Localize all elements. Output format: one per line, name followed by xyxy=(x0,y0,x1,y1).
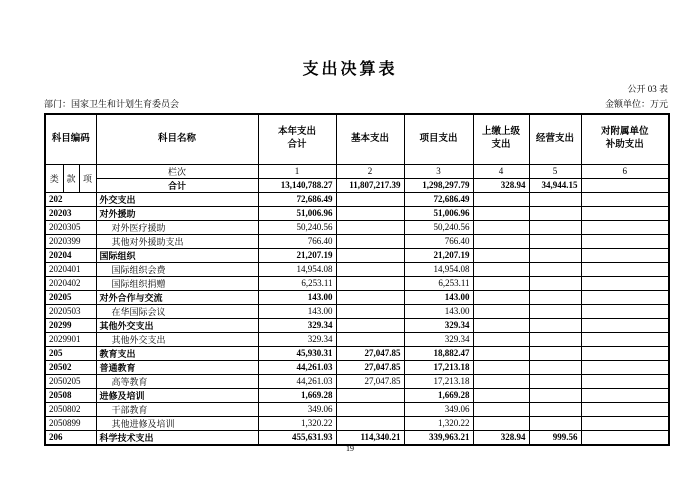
cell-upper xyxy=(473,416,529,430)
subject-code: 2020503 xyxy=(45,304,96,318)
total-value: 34,944.15 xyxy=(529,178,581,192)
cell-operating xyxy=(529,234,581,248)
cell-basic xyxy=(336,318,404,332)
table-row xyxy=(45,290,669,304)
cell-upper xyxy=(473,206,529,220)
subject-code: 2020399 xyxy=(45,234,96,248)
table-row xyxy=(45,262,669,276)
cell-operating xyxy=(529,388,581,402)
table-row xyxy=(45,402,669,416)
cell-basic xyxy=(336,220,404,234)
cell-project: 50,240.56 xyxy=(404,220,473,234)
cell-operating xyxy=(529,206,581,220)
cell-operating xyxy=(529,346,581,360)
cell-subsidy xyxy=(581,206,669,220)
col-header-year-total: 本年支出合计 xyxy=(258,114,336,164)
subject-code: 2020305 xyxy=(45,220,96,234)
cell-basic: 27,047.85 xyxy=(336,374,404,388)
table-row xyxy=(45,430,669,445)
cell-project: 6,253.11 xyxy=(404,276,473,290)
subject-code: 20205 xyxy=(45,290,96,304)
table-row xyxy=(45,346,669,360)
table-row xyxy=(45,360,669,374)
cell-upper xyxy=(473,262,529,276)
cell-operating xyxy=(529,248,581,262)
cell-project: 51,006.96 xyxy=(404,206,473,220)
cell-operating xyxy=(529,374,581,388)
subject-code: 2020402 xyxy=(45,276,96,290)
col-header-name: 科目名称 xyxy=(96,114,258,164)
cell-basic xyxy=(336,416,404,430)
subject-name: 进修及培训 xyxy=(96,388,258,402)
cell-subsidy xyxy=(581,262,669,276)
cell-year-total: 766.40 xyxy=(258,234,336,248)
cell-year-total: 50,240.56 xyxy=(258,220,336,234)
col-number: 1 xyxy=(258,164,336,178)
cell-project: 14,954.08 xyxy=(404,262,473,276)
cell-year-total: 44,261.03 xyxy=(258,374,336,388)
cell-basic xyxy=(336,192,404,206)
subject-name: 其他外交支出 xyxy=(96,332,258,346)
cell-year-total: 329.34 xyxy=(258,318,336,332)
subject-code: 20203 xyxy=(45,206,96,220)
table-row xyxy=(45,318,669,332)
cell-project: 1,320.22 xyxy=(404,416,473,430)
cell-basic xyxy=(336,304,404,318)
cell-basic xyxy=(336,388,404,402)
cell-upper xyxy=(473,388,529,402)
public-table-number: 公开 03 表 xyxy=(627,84,668,94)
cell-year-total: 72,686.49 xyxy=(258,192,336,206)
expenditure-table xyxy=(44,113,670,446)
col-number: 6 xyxy=(581,164,669,178)
col-number: 3 xyxy=(404,164,473,178)
col-number: 5 xyxy=(529,164,581,178)
subject-name: 其他对外援助支出 xyxy=(96,234,258,248)
cell-upper xyxy=(473,374,529,388)
header-row xyxy=(45,114,669,164)
cell-project: 329.34 xyxy=(404,318,473,332)
subject-name: 对外合作与交流 xyxy=(96,290,258,304)
total-label: 合计 xyxy=(96,178,258,192)
unit-label: 金额单位：万元 xyxy=(604,99,668,109)
subject-code: 2050205 xyxy=(45,374,96,388)
table-row xyxy=(45,220,669,234)
cell-upper xyxy=(473,346,529,360)
cell-project: 143.00 xyxy=(404,290,473,304)
cell-basic xyxy=(336,262,404,276)
col-index-label: 栏次 xyxy=(96,164,258,178)
cell-subsidy xyxy=(581,290,669,304)
cell-year-total: 21,207.19 xyxy=(258,248,336,262)
cell-year-total: 44,261.03 xyxy=(258,360,336,374)
cell-upper xyxy=(473,360,529,374)
table-row xyxy=(45,248,669,262)
table-row xyxy=(45,332,669,346)
cell-year-total: 45,930.31 xyxy=(258,346,336,360)
cell-operating xyxy=(529,360,581,374)
col-header-operating: 经营支出 xyxy=(529,114,581,164)
grand-total-row xyxy=(45,178,669,192)
cell-basic xyxy=(336,206,404,220)
cell-project: 143.00 xyxy=(404,304,473,318)
subject-code: 20502 xyxy=(45,360,96,374)
cell-basic: 114,340.21 xyxy=(336,430,404,445)
cell-subsidy xyxy=(581,276,669,290)
col-header-upper-level: 上缴上级支出 xyxy=(473,114,529,164)
cell-upper xyxy=(473,234,529,248)
cell-operating xyxy=(529,220,581,234)
cell-year-total: 329.34 xyxy=(258,332,336,346)
cell-year-total: 14,954.08 xyxy=(258,262,336,276)
cell-subsidy xyxy=(581,332,669,346)
cell-upper xyxy=(473,220,529,234)
cell-upper xyxy=(473,402,529,416)
total-value xyxy=(581,178,669,192)
cell-operating xyxy=(529,402,581,416)
column-index-row xyxy=(45,164,669,178)
cell-operating xyxy=(529,290,581,304)
cell-subsidy xyxy=(581,416,669,430)
cell-upper xyxy=(473,248,529,262)
cell-subsidy xyxy=(581,234,669,248)
cell-project: 1,669.28 xyxy=(404,388,473,402)
col-number: 4 xyxy=(473,164,529,178)
col-header-project: 项目支出 xyxy=(404,114,473,164)
total-value: 1,298,297.79 xyxy=(404,178,473,192)
cell-year-total: 143.00 xyxy=(258,304,336,318)
cell-upper xyxy=(473,290,529,304)
cell-subsidy xyxy=(581,346,669,360)
subject-code: 2050899 xyxy=(45,416,96,430)
subject-name: 对外医疗援助 xyxy=(96,220,258,234)
cell-subsidy xyxy=(581,388,669,402)
subject-code: 202 xyxy=(45,192,96,206)
col-header-affiliate-subsidy: 对附属单位补助支出 xyxy=(581,114,669,164)
cell-operating xyxy=(529,304,581,318)
col-number: 2 xyxy=(336,164,404,178)
subject-name: 高等教育 xyxy=(96,374,258,388)
table-row xyxy=(45,304,669,318)
subcol-class: 类 xyxy=(45,164,63,192)
table-row xyxy=(45,388,669,402)
subject-name: 教育支出 xyxy=(96,346,258,360)
subject-name: 对外援助 xyxy=(96,206,258,220)
cell-operating xyxy=(529,262,581,276)
cell-project: 339,963.21 xyxy=(404,430,473,445)
cell-project: 329.34 xyxy=(404,332,473,346)
cell-basic: 27,047.85 xyxy=(336,346,404,360)
table-row xyxy=(45,206,669,220)
page-number: 19 xyxy=(346,444,354,453)
table-row xyxy=(45,234,669,248)
page-title: 支出决算表 xyxy=(302,61,398,78)
cell-operating xyxy=(529,318,581,332)
meta-row xyxy=(44,97,668,110)
cell-subsidy xyxy=(581,374,669,388)
cell-operating xyxy=(529,416,581,430)
subject-code: 2020401 xyxy=(45,262,96,276)
subject-code: 205 xyxy=(45,346,96,360)
subject-name: 其他外交支出 xyxy=(96,318,258,332)
subject-name: 科学技术支出 xyxy=(96,430,258,445)
cell-upper: 328.94 xyxy=(473,430,529,445)
cell-subsidy xyxy=(581,430,669,445)
subject-name: 国际组织会费 xyxy=(96,262,258,276)
cell-year-total: 143.00 xyxy=(258,290,336,304)
subject-code: 206 xyxy=(45,430,96,445)
cell-project: 17,213.18 xyxy=(404,374,473,388)
cell-year-total: 51,006.96 xyxy=(258,206,336,220)
cell-project: 349.06 xyxy=(404,402,473,416)
cell-upper xyxy=(473,192,529,206)
table-row xyxy=(45,192,669,206)
cell-year-total: 1,669.28 xyxy=(258,388,336,402)
cell-operating xyxy=(529,276,581,290)
cell-basic xyxy=(336,332,404,346)
cell-operating xyxy=(529,332,581,346)
cell-subsidy xyxy=(581,248,669,262)
total-value: 11,807,217.39 xyxy=(336,178,404,192)
subject-name: 国际组织捐赠 xyxy=(96,276,258,290)
table-row xyxy=(45,374,669,388)
subject-name: 普通教育 xyxy=(96,360,258,374)
cell-upper xyxy=(473,276,529,290)
cell-basic xyxy=(336,234,404,248)
table-row xyxy=(45,416,669,430)
subject-code: 20204 xyxy=(45,248,96,262)
subject-code: 2029901 xyxy=(45,332,96,346)
cell-basic xyxy=(336,290,404,304)
total-value: 13,140,788.27 xyxy=(258,178,336,192)
cell-project: 18,882.47 xyxy=(404,346,473,360)
cell-upper xyxy=(473,318,529,332)
subject-name: 外交支出 xyxy=(96,192,258,206)
cell-project: 72,686.49 xyxy=(404,192,473,206)
subject-name: 在华国际会议 xyxy=(96,304,258,318)
cell-year-total: 6,253.11 xyxy=(258,276,336,290)
subject-name: 其他进修及培训 xyxy=(96,416,258,430)
cell-basic xyxy=(336,276,404,290)
cell-subsidy xyxy=(581,360,669,374)
total-value: 328.94 xyxy=(473,178,529,192)
subcol-item: 款 xyxy=(63,164,79,192)
cell-operating xyxy=(529,192,581,206)
cell-upper xyxy=(473,304,529,318)
subject-name: 国际组织 xyxy=(96,248,258,262)
cell-project: 766.40 xyxy=(404,234,473,248)
cell-subsidy xyxy=(581,192,669,206)
subcol-sub: 项 xyxy=(79,164,96,192)
cell-subsidy xyxy=(581,304,669,318)
cell-basic xyxy=(336,248,404,262)
cell-subsidy xyxy=(581,318,669,332)
subject-code: 20299 xyxy=(45,318,96,332)
cell-operating: 999.56 xyxy=(529,430,581,445)
cell-project: 21,207.19 xyxy=(404,248,473,262)
cell-year-total: 455,631.93 xyxy=(258,430,336,445)
table-row xyxy=(45,276,669,290)
cell-basic: 27,047.85 xyxy=(336,360,404,374)
col-header-basic: 基本支出 xyxy=(336,114,404,164)
department-label: 部门：国家卫生和计划生育委员会 xyxy=(44,99,180,109)
cell-upper xyxy=(473,332,529,346)
cell-basic xyxy=(336,402,404,416)
subject-code: 20508 xyxy=(45,388,96,402)
subject-name: 干部教育 xyxy=(96,402,258,416)
cell-subsidy xyxy=(581,220,669,234)
cell-year-total: 349.06 xyxy=(258,402,336,416)
subject-code: 2050802 xyxy=(45,402,96,416)
cell-year-total: 1,320.22 xyxy=(258,416,336,430)
col-header-code: 科目编码 xyxy=(45,114,96,164)
cell-subsidy xyxy=(581,402,669,416)
cell-project: 17,213.18 xyxy=(404,360,473,374)
